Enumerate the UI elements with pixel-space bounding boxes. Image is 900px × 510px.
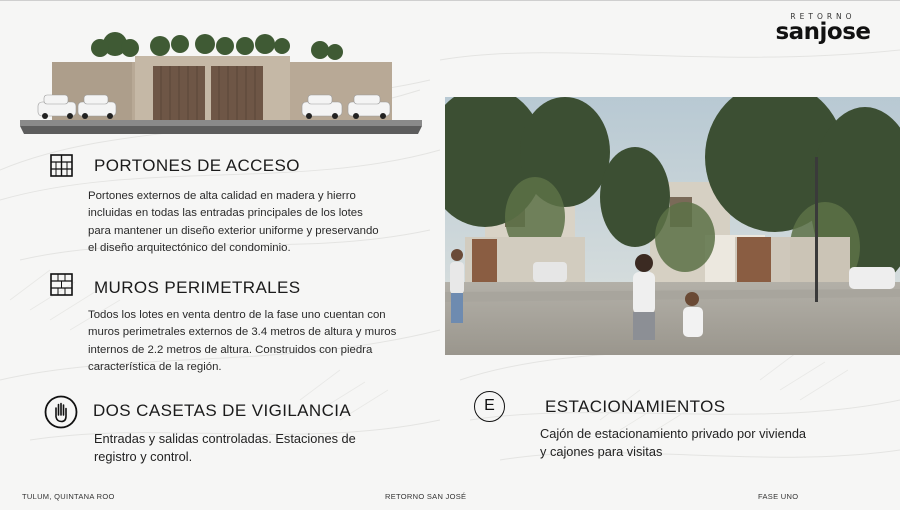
casetas-description [94, 430, 394, 466]
muros-line-1: Todos los lotes en venta dentro de la fase uno cuentan con [88, 309, 386, 321]
footer-phase: FASE UNO [758, 492, 799, 501]
muros-description [88, 307, 414, 377]
estacionamientos-title: ESTACIONAMIENTOS [545, 397, 726, 416]
hand-stop-icon [44, 395, 78, 429]
parking-e-icon: E [474, 391, 505, 422]
portones-line-2: incluidas en todas las entradas principales de los lotes [88, 207, 363, 220]
gate-facade-illustration [20, 26, 422, 136]
portones-line-4: el diseño arquitectónico del condominio. [88, 242, 291, 255]
footer-location: TULUM, QUINTANA ROO [22, 492, 115, 501]
portones-line-3: para mantener un diseño exterior uniforme y preservando [88, 224, 379, 237]
estacionamientos-description [540, 425, 860, 461]
casetas-title: DOS CASETAS DE VIGILANCIA [93, 401, 352, 420]
casetas-line-1: Entradas y salidas controladas. Estaciones de [94, 431, 356, 446]
estacionamientos-line-2: y cajones para visitas [540, 444, 663, 459]
muros-line-2: muros perimetrales externos de 3.4 metros de altura y muros [88, 326, 397, 339]
gate-icon [50, 154, 73, 177]
top-divider [0, 0, 900, 1]
portones-description [88, 188, 388, 258]
casetas-line-2: registro y control. [94, 449, 193, 464]
muros-line-4: característica de la región. [88, 361, 222, 374]
brand-logo-top: RETORNO [790, 12, 856, 21]
portones-title: PORTONES DE ACCESO [94, 156, 300, 175]
brand-logo [768, 12, 878, 43]
footer-project: RETORNO SAN JOSÉ [385, 492, 467, 501]
muros-title: MUROS PERIMETRALES [94, 278, 301, 297]
portones-line-1: Portones externos de alta calidad en madera y hierro [88, 190, 356, 202]
estacionamientos-line-1: Cajón de estacionamiento privado por vivienda [540, 426, 807, 441]
condominium-street-photo [445, 97, 900, 355]
wall-icon [50, 273, 73, 296]
brand-logo-name: sanjose [775, 19, 871, 45]
muros-line-3: internos de 2.2 metros de altura. Construidos con piedra [88, 343, 373, 356]
